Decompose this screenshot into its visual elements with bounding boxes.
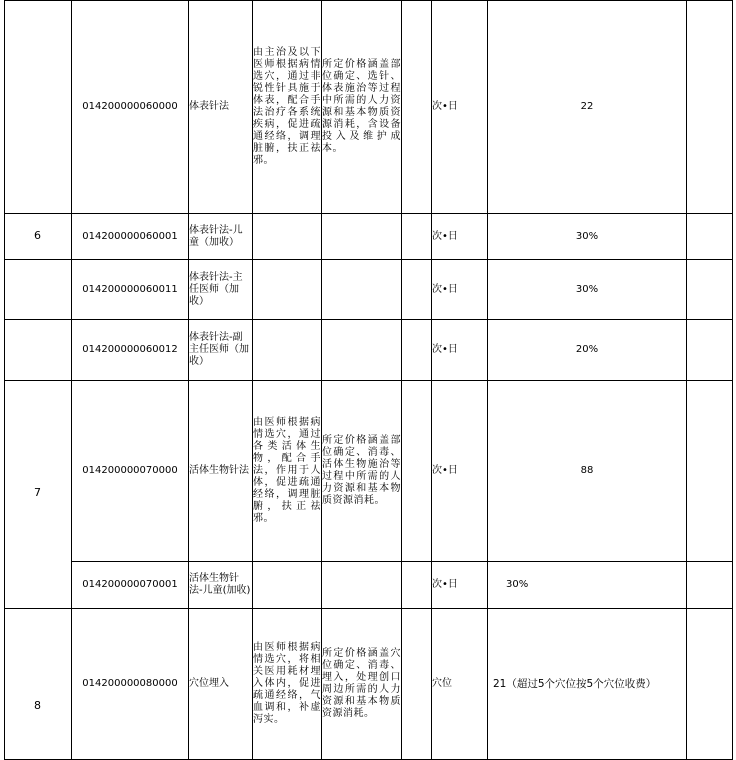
item-remark (687, 562, 733, 609)
table-row (5, 320, 733, 381)
item-excluded (402, 381, 432, 562)
item-excluded (402, 320, 432, 381)
item-name: 穴位埋入 (189, 609, 253, 760)
item-name: 活体生物针法-儿童(加收) (189, 562, 253, 609)
item-included (322, 562, 402, 609)
item-included (322, 214, 402, 260)
item-included (322, 260, 402, 320)
item-price: 20% (488, 320, 687, 381)
item-code: 014200000060000 (72, 1, 189, 214)
item-included: 所定价格涵盖穴位确定、消毒、埋入，处理创口周边所需的人力资源和基本物质资源消耗。 (322, 609, 402, 760)
item-unit: 次•日 (432, 320, 488, 381)
group-number (5, 562, 72, 609)
item-excluded (402, 260, 432, 320)
table-row (5, 609, 733, 760)
group-number-6: 6 (34, 229, 41, 242)
item-code: 014200000060012 (72, 320, 189, 381)
item-name: 活体生物针法 (189, 381, 253, 562)
group-number-8: 8 (34, 699, 41, 712)
table-row (5, 214, 733, 260)
group-number (5, 1, 72, 214)
item-excluded (402, 609, 432, 760)
item-name: 体表针法 (189, 1, 253, 214)
item-code: 014200000070001 (72, 562, 189, 609)
item-content (253, 320, 322, 381)
item-price: 22 (488, 1, 687, 214)
item-excluded (402, 1, 432, 214)
item-content (253, 260, 322, 320)
item-content: 由医师根据病情选穴，通过各类活体生物，配合手法，作用于人体，促进疏通经络，调理脏腑，扶正祛邪。 (253, 381, 322, 562)
item-name: 体表针法-副主任医师（加收） (189, 320, 253, 381)
item-content (253, 214, 322, 260)
group-number (5, 320, 72, 381)
pricing-table (4, 0, 733, 760)
item-content: 由医师根据病情选穴，将相关医用耗材埋入体内，促进疏通经络，气血调和，补虚泻实。 (253, 609, 322, 760)
item-content: 由主治及以下医师根据病情选穴，通过非锐性针具施于体表，配合手法治疗各系统疾病，促进疏通经络，调理脏腑，扶正祛邪。 (253, 1, 322, 214)
table-row (5, 1, 733, 214)
item-unit: 次•日 (432, 214, 488, 260)
item-excluded (402, 562, 432, 609)
item-unit: 次•日 (432, 1, 488, 214)
item-unit: 次•日 (432, 260, 488, 320)
item-included: 所定价格涵盖部位确定、选针、体表施治等过程中所需的人力资源和基本物质资源消耗，含设备投入及维护成本。 (322, 1, 402, 214)
item-unit: 次•日 (432, 381, 488, 562)
item-included: 所定价格涵盖部位确定、消毒、活体生物施治等过程中所需的人力资源和基本物质资源消耗。 (322, 381, 402, 562)
item-price: 30% (488, 214, 687, 260)
group-number (5, 260, 72, 320)
item-code: 014200000060011 (72, 260, 189, 320)
item-remark (687, 320, 733, 381)
item-remark (687, 609, 733, 760)
item-price: 30% (488, 562, 687, 609)
item-name: 体表针法-主任医师（加收） (189, 260, 253, 320)
item-name: 体表针法-儿童（加收） (189, 214, 253, 260)
table-row (5, 381, 733, 562)
item-unit: 次•日 (432, 562, 488, 609)
table-row (5, 260, 733, 320)
item-included (322, 320, 402, 381)
item-price: 30% (488, 260, 687, 320)
group-number (5, 609, 72, 760)
item-remark (687, 1, 733, 214)
item-code: 014200000080000 (72, 609, 189, 760)
item-remark (687, 214, 733, 260)
item-price: 88 (488, 381, 687, 562)
item-unit: 穴位 (432, 609, 488, 760)
item-remark (687, 260, 733, 320)
item-content (253, 562, 322, 609)
item-excluded (402, 214, 432, 260)
item-price: 21（超过5个穴位按5个穴位收费） (488, 609, 687, 760)
item-code: 014200000060001 (72, 214, 189, 260)
group-number-7: 7 (34, 486, 41, 499)
table-row (5, 562, 733, 609)
item-remark (687, 381, 733, 562)
group-number (5, 381, 72, 562)
item-code: 014200000070000 (72, 381, 189, 562)
